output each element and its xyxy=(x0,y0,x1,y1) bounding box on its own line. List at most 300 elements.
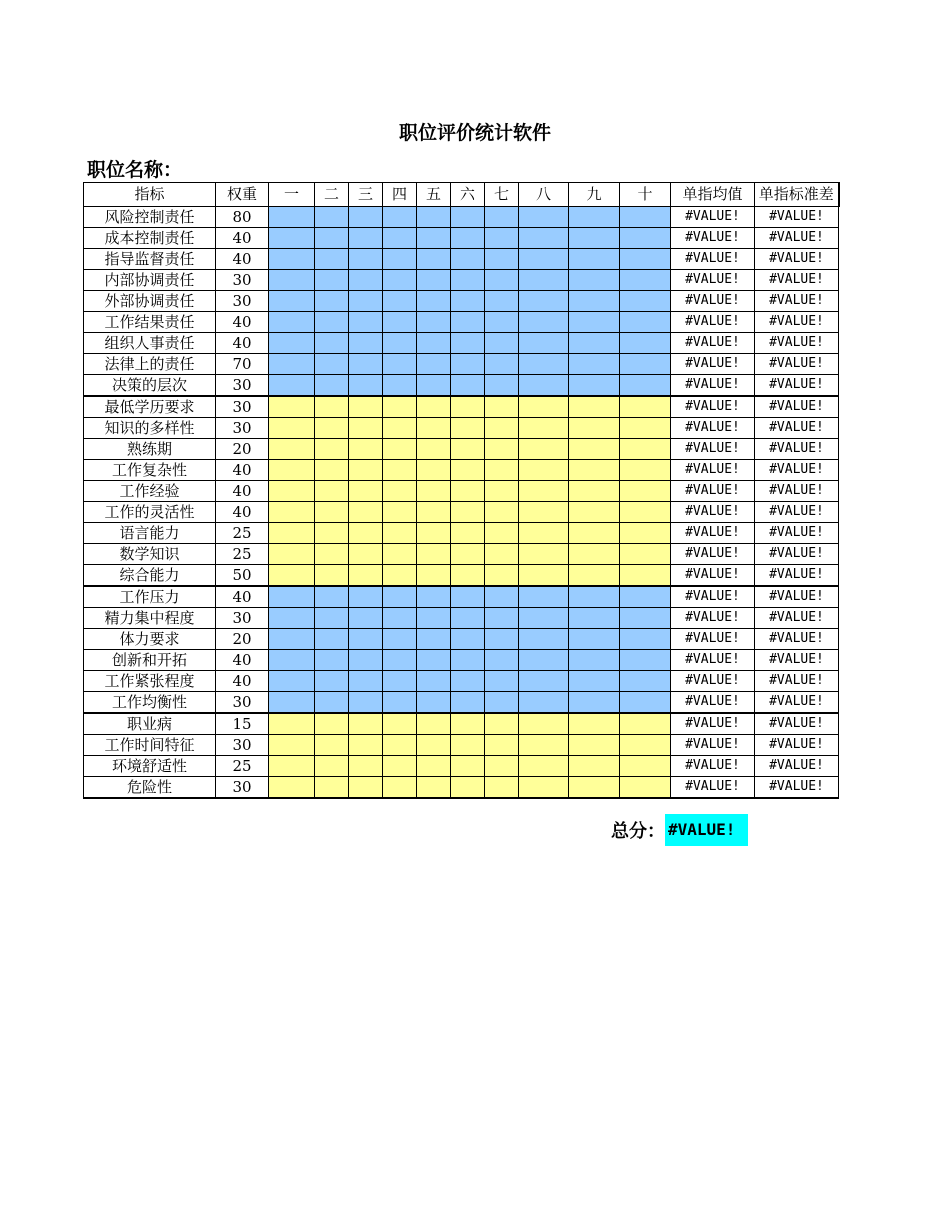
score-input-cell[interactable] xyxy=(620,481,671,502)
score-input-cell[interactable] xyxy=(383,312,417,333)
score-input-cell[interactable] xyxy=(383,608,417,629)
score-input-cell[interactable] xyxy=(269,502,315,523)
score-input-cell[interactable] xyxy=(417,249,451,270)
score-input-cell[interactable] xyxy=(349,249,383,270)
score-input-cell[interactable] xyxy=(620,249,671,270)
score-input-cell[interactable] xyxy=(315,481,349,502)
score-input-cell[interactable] xyxy=(519,418,569,439)
score-input-cell[interactable] xyxy=(417,291,451,312)
score-input-cell[interactable] xyxy=(417,671,451,692)
score-input-cell[interactable] xyxy=(349,502,383,523)
score-input-cell[interactable] xyxy=(519,713,569,735)
evaluation-table xyxy=(83,182,840,799)
score-input-cell[interactable] xyxy=(620,396,671,418)
score-input-cell[interactable] xyxy=(569,565,620,587)
score-input-cell[interactable] xyxy=(269,735,315,756)
score-input-cell[interactable] xyxy=(383,692,417,714)
score-input-cell[interactable] xyxy=(451,270,485,291)
score-input-cell[interactable] xyxy=(451,586,485,608)
score-input-cell[interactable] xyxy=(519,207,569,228)
score-input-cell[interactable] xyxy=(620,291,671,312)
score-input-cell[interactable] xyxy=(383,249,417,270)
score-input-cell[interactable] xyxy=(451,396,485,418)
indicator-name: 组织人事责任 xyxy=(84,333,216,354)
score-input-cell[interactable] xyxy=(269,713,315,735)
score-input-cell[interactable] xyxy=(417,713,451,735)
table-body xyxy=(84,207,839,799)
score-input-cell[interactable] xyxy=(315,460,349,481)
score-input-cell[interactable] xyxy=(451,249,485,270)
score-input-cell[interactable] xyxy=(519,523,569,544)
score-input-cell[interactable] xyxy=(315,439,349,460)
score-input-cell[interactable] xyxy=(417,270,451,291)
score-input-cell[interactable] xyxy=(519,650,569,671)
score-input-cell[interactable] xyxy=(569,270,620,291)
score-input-cell[interactable] xyxy=(383,291,417,312)
score-input-cell[interactable] xyxy=(315,333,349,354)
score-input-cell[interactable] xyxy=(519,375,569,397)
score-input-cell[interactable] xyxy=(269,312,315,333)
score-input-cell[interactable] xyxy=(569,375,620,397)
indicator-name: 熟练期 xyxy=(84,439,216,460)
score-input-cell[interactable] xyxy=(417,207,451,228)
score-input-cell[interactable] xyxy=(315,270,349,291)
score-input-cell[interactable] xyxy=(349,333,383,354)
score-input-cell[interactable] xyxy=(519,565,569,587)
score-input-cell[interactable] xyxy=(485,544,519,565)
score-input-cell[interactable] xyxy=(569,312,620,333)
score-input-cell[interactable] xyxy=(383,629,417,650)
score-input-cell[interactable] xyxy=(620,650,671,671)
score-input-cell[interactable] xyxy=(620,671,671,692)
score-input-cell[interactable] xyxy=(315,544,349,565)
score-input-cell[interactable] xyxy=(569,207,620,228)
score-input-cell[interactable] xyxy=(451,375,485,397)
score-input-cell[interactable] xyxy=(349,586,383,608)
indicator-name: 精力集中程度 xyxy=(84,608,216,629)
score-input-cell[interactable] xyxy=(569,650,620,671)
score-input-cell[interactable] xyxy=(519,735,569,756)
score-input-cell[interactable] xyxy=(417,502,451,523)
score-input-cell[interactable] xyxy=(485,270,519,291)
score-input-cell[interactable] xyxy=(269,333,315,354)
score-input-cell[interactable] xyxy=(315,713,349,735)
score-input-cell[interactable] xyxy=(417,629,451,650)
score-input-cell[interactable] xyxy=(620,544,671,565)
score-input-cell[interactable] xyxy=(485,565,519,587)
score-input-cell[interactable] xyxy=(383,523,417,544)
score-input-cell[interactable] xyxy=(349,228,383,249)
score-input-cell[interactable] xyxy=(349,523,383,544)
score-input-cell[interactable] xyxy=(485,333,519,354)
score-input-cell[interactable] xyxy=(451,333,485,354)
score-input-cell[interactable] xyxy=(417,586,451,608)
score-input-cell[interactable] xyxy=(383,333,417,354)
weight-cell: 25 xyxy=(216,544,269,565)
score-input-cell[interactable] xyxy=(569,228,620,249)
score-input-cell[interactable] xyxy=(451,692,485,714)
score-input-cell[interactable] xyxy=(485,207,519,228)
score-input-cell[interactable] xyxy=(383,650,417,671)
score-input-cell[interactable] xyxy=(315,777,349,799)
score-input-cell[interactable] xyxy=(269,756,315,777)
score-input-cell[interactable] xyxy=(269,565,315,587)
score-input-cell[interactable] xyxy=(519,544,569,565)
score-input-cell[interactable] xyxy=(383,713,417,735)
score-input-cell[interactable] xyxy=(349,312,383,333)
score-input-cell[interactable] xyxy=(417,565,451,587)
score-input-cell[interactable] xyxy=(349,692,383,714)
score-input-cell[interactable] xyxy=(383,671,417,692)
score-input-cell[interactable] xyxy=(269,586,315,608)
score-input-cell[interactable] xyxy=(519,228,569,249)
score-input-cell[interactable] xyxy=(620,713,671,735)
score-input-cell[interactable] xyxy=(417,460,451,481)
score-input-cell[interactable] xyxy=(417,777,451,799)
score-input-cell[interactable] xyxy=(569,523,620,544)
score-input-cell[interactable] xyxy=(519,756,569,777)
score-input-cell[interactable] xyxy=(383,777,417,799)
score-input-cell[interactable] xyxy=(417,735,451,756)
score-input-cell[interactable] xyxy=(451,671,485,692)
score-input-cell[interactable] xyxy=(569,692,620,714)
score-input-cell[interactable] xyxy=(383,418,417,439)
score-input-cell[interactable] xyxy=(383,396,417,418)
score-input-cell[interactable] xyxy=(269,460,315,481)
score-input-cell[interactable] xyxy=(569,418,620,439)
score-input-cell[interactable] xyxy=(269,650,315,671)
score-input-cell[interactable] xyxy=(569,544,620,565)
score-input-cell[interactable] xyxy=(485,460,519,481)
score-input-cell[interactable] xyxy=(485,629,519,650)
score-input-cell[interactable] xyxy=(569,439,620,460)
score-input-cell[interactable] xyxy=(383,735,417,756)
score-input-cell[interactable] xyxy=(485,735,519,756)
score-input-cell[interactable] xyxy=(451,650,485,671)
score-input-cell[interactable] xyxy=(417,544,451,565)
score-input-cell[interactable] xyxy=(349,671,383,692)
score-input-cell[interactable] xyxy=(315,608,349,629)
score-input-cell[interactable] xyxy=(417,608,451,629)
score-input-cell[interactable] xyxy=(269,396,315,418)
score-input-cell[interactable] xyxy=(569,608,620,629)
score-input-cell[interactable] xyxy=(620,270,671,291)
score-input-cell[interactable] xyxy=(383,375,417,397)
score-input-cell[interactable] xyxy=(269,692,315,714)
score-input-cell[interactable] xyxy=(620,207,671,228)
score-input-cell[interactable] xyxy=(620,608,671,629)
score-input-cell[interactable] xyxy=(349,481,383,502)
score-input-cell[interactable] xyxy=(269,671,315,692)
stdev-cell: #VALUE! xyxy=(755,713,839,735)
score-input-cell[interactable] xyxy=(620,565,671,587)
score-input-cell[interactable] xyxy=(485,608,519,629)
indicator-name: 危险性 xyxy=(84,777,216,799)
score-input-cell[interactable] xyxy=(451,523,485,544)
mean-cell: #VALUE! xyxy=(671,333,755,354)
score-input-cell[interactable] xyxy=(485,439,519,460)
score-input-cell[interactable] xyxy=(569,333,620,354)
score-input-cell[interactable] xyxy=(485,713,519,735)
score-input-cell[interactable] xyxy=(269,291,315,312)
total-label: 总分： xyxy=(611,821,665,842)
score-input-cell[interactable] xyxy=(349,270,383,291)
score-input-cell[interactable] xyxy=(315,692,349,714)
score-input-cell[interactable] xyxy=(485,228,519,249)
score-input-cell[interactable] xyxy=(519,249,569,270)
score-input-cell[interactable] xyxy=(451,608,485,629)
score-input-cell[interactable] xyxy=(485,396,519,418)
score-input-cell[interactable] xyxy=(519,502,569,523)
score-input-cell[interactable] xyxy=(620,418,671,439)
score-input-cell[interactable] xyxy=(620,439,671,460)
score-input-cell[interactable] xyxy=(383,502,417,523)
score-input-cell[interactable] xyxy=(269,375,315,397)
score-input-cell[interactable] xyxy=(519,608,569,629)
score-input-cell[interactable] xyxy=(269,439,315,460)
score-input-cell[interactable] xyxy=(485,756,519,777)
score-input-cell[interactable] xyxy=(451,312,485,333)
score-input-cell[interactable] xyxy=(383,207,417,228)
score-input-cell[interactable] xyxy=(349,291,383,312)
score-input-cell[interactable] xyxy=(485,523,519,544)
score-input-cell[interactable] xyxy=(451,544,485,565)
score-input-cell[interactable] xyxy=(349,418,383,439)
score-input-cell[interactable] xyxy=(485,502,519,523)
score-input-cell[interactable] xyxy=(383,586,417,608)
score-input-cell[interactable] xyxy=(269,270,315,291)
score-input-cell[interactable] xyxy=(315,650,349,671)
score-input-cell[interactable] xyxy=(417,312,451,333)
score-input-cell[interactable] xyxy=(349,396,383,418)
score-input-cell[interactable] xyxy=(451,756,485,777)
score-input-cell[interactable] xyxy=(349,650,383,671)
score-input-cell[interactable] xyxy=(417,333,451,354)
score-input-cell[interactable] xyxy=(269,249,315,270)
score-input-cell[interactable] xyxy=(620,586,671,608)
score-input-cell[interactable] xyxy=(269,354,315,375)
score-input-cell[interactable] xyxy=(269,608,315,629)
score-input-cell[interactable] xyxy=(569,502,620,523)
score-input-cell[interactable] xyxy=(383,460,417,481)
score-input-cell[interactable] xyxy=(383,228,417,249)
score-input-cell[interactable] xyxy=(451,291,485,312)
score-input-cell[interactable] xyxy=(349,207,383,228)
score-input-cell[interactable] xyxy=(519,460,569,481)
indicator-name: 工作时间特征 xyxy=(84,735,216,756)
score-input-cell[interactable] xyxy=(269,481,315,502)
score-input-cell[interactable] xyxy=(417,396,451,418)
score-input-cell[interactable] xyxy=(620,354,671,375)
score-input-cell[interactable] xyxy=(315,207,349,228)
score-input-cell[interactable] xyxy=(315,756,349,777)
mean-cell: #VALUE! xyxy=(671,270,755,291)
score-input-cell[interactable] xyxy=(620,756,671,777)
score-input-cell[interactable] xyxy=(269,207,315,228)
score-input-cell[interactable] xyxy=(349,777,383,799)
score-input-cell[interactable] xyxy=(485,375,519,397)
score-input-cell[interactable] xyxy=(569,460,620,481)
weight-cell: 30 xyxy=(216,777,269,799)
score-input-cell[interactable] xyxy=(349,544,383,565)
score-input-cell[interactable] xyxy=(349,565,383,587)
score-input-cell[interactable] xyxy=(349,354,383,375)
score-input-cell[interactable] xyxy=(315,312,349,333)
score-input-cell[interactable] xyxy=(315,291,349,312)
score-input-cell[interactable] xyxy=(417,228,451,249)
score-input-cell[interactable] xyxy=(569,481,620,502)
score-input-cell[interactable] xyxy=(349,756,383,777)
score-input-cell[interactable] xyxy=(519,333,569,354)
score-input-cell[interactable] xyxy=(315,375,349,397)
score-input-cell[interactable] xyxy=(620,333,671,354)
score-input-cell[interactable] xyxy=(315,502,349,523)
score-input-cell[interactable] xyxy=(315,396,349,418)
score-input-cell[interactable] xyxy=(417,439,451,460)
score-input-cell[interactable] xyxy=(451,735,485,756)
score-input-cell[interactable] xyxy=(451,354,485,375)
score-input-cell[interactable] xyxy=(620,735,671,756)
score-input-cell[interactable] xyxy=(569,586,620,608)
score-input-cell[interactable] xyxy=(451,228,485,249)
score-input-cell[interactable] xyxy=(417,650,451,671)
score-input-cell[interactable] xyxy=(519,396,569,418)
score-input-cell[interactable] xyxy=(451,565,485,587)
score-input-cell[interactable] xyxy=(417,523,451,544)
score-input-cell[interactable] xyxy=(569,671,620,692)
score-input-cell[interactable] xyxy=(569,396,620,418)
score-input-cell[interactable] xyxy=(569,756,620,777)
score-input-cell[interactable] xyxy=(269,418,315,439)
table-row xyxy=(84,756,839,777)
score-input-cell[interactable] xyxy=(519,439,569,460)
score-input-cell[interactable] xyxy=(417,375,451,397)
score-input-cell[interactable] xyxy=(485,354,519,375)
score-input-cell[interactable] xyxy=(383,756,417,777)
score-input-cell[interactable] xyxy=(485,671,519,692)
score-input-cell[interactable] xyxy=(269,544,315,565)
score-input-cell[interactable] xyxy=(569,713,620,735)
score-input-cell[interactable] xyxy=(315,354,349,375)
score-input-cell[interactable] xyxy=(451,629,485,650)
score-input-cell[interactable] xyxy=(383,544,417,565)
score-input-cell[interactable] xyxy=(315,586,349,608)
score-input-cell[interactable] xyxy=(519,270,569,291)
score-input-cell[interactable] xyxy=(519,692,569,714)
score-input-cell[interactable] xyxy=(620,228,671,249)
score-input-cell[interactable] xyxy=(485,586,519,608)
score-input-cell[interactable] xyxy=(451,418,485,439)
score-input-cell[interactable] xyxy=(315,418,349,439)
score-input-cell[interactable] xyxy=(451,207,485,228)
score-input-cell[interactable] xyxy=(485,291,519,312)
indicator-name: 指导监督责任 xyxy=(84,249,216,270)
table-row xyxy=(84,312,839,333)
score-input-cell[interactable] xyxy=(620,523,671,544)
score-input-cell[interactable] xyxy=(269,629,315,650)
score-input-cell[interactable] xyxy=(349,735,383,756)
score-input-cell[interactable] xyxy=(315,228,349,249)
score-input-cell[interactable] xyxy=(383,439,417,460)
score-input-cell[interactable] xyxy=(620,312,671,333)
score-input-cell[interactable] xyxy=(519,354,569,375)
score-input-cell[interactable] xyxy=(620,692,671,714)
score-input-cell[interactable] xyxy=(519,777,569,799)
score-input-cell[interactable] xyxy=(451,439,485,460)
score-input-cell[interactable] xyxy=(451,502,485,523)
score-input-cell[interactable] xyxy=(519,586,569,608)
score-input-cell[interactable] xyxy=(569,629,620,650)
score-input-cell[interactable] xyxy=(485,650,519,671)
score-input-cell[interactable] xyxy=(315,523,349,544)
score-input-cell[interactable] xyxy=(451,713,485,735)
score-input-cell[interactable] xyxy=(349,439,383,460)
score-input-cell[interactable] xyxy=(349,629,383,650)
score-input-cell[interactable] xyxy=(485,418,519,439)
score-input-cell[interactable] xyxy=(485,312,519,333)
score-input-cell[interactable] xyxy=(315,671,349,692)
score-input-cell[interactable] xyxy=(269,523,315,544)
weight-cell: 40 xyxy=(216,249,269,270)
score-input-cell[interactable] xyxy=(485,692,519,714)
score-input-cell[interactable] xyxy=(417,418,451,439)
score-input-cell[interactable] xyxy=(349,713,383,735)
score-input-cell[interactable] xyxy=(620,375,671,397)
score-input-cell[interactable] xyxy=(315,249,349,270)
score-input-cell[interactable] xyxy=(269,228,315,249)
score-input-cell[interactable] xyxy=(383,270,417,291)
score-input-cell[interactable] xyxy=(620,460,671,481)
score-input-cell[interactable] xyxy=(383,481,417,502)
score-input-cell[interactable] xyxy=(569,354,620,375)
score-input-cell[interactable] xyxy=(485,481,519,502)
score-input-cell[interactable] xyxy=(519,312,569,333)
score-input-cell[interactable] xyxy=(349,375,383,397)
score-input-cell[interactable] xyxy=(485,777,519,799)
score-input-cell[interactable] xyxy=(569,291,620,312)
score-input-cell[interactable] xyxy=(451,481,485,502)
score-input-cell[interactable] xyxy=(569,249,620,270)
score-input-cell[interactable] xyxy=(519,481,569,502)
indicator-name: 工作压力 xyxy=(84,586,216,608)
score-input-cell[interactable] xyxy=(569,735,620,756)
score-input-cell[interactable] xyxy=(349,608,383,629)
score-input-cell[interactable] xyxy=(417,692,451,714)
score-input-cell[interactable] xyxy=(519,671,569,692)
score-input-cell[interactable] xyxy=(315,565,349,587)
score-input-cell[interactable] xyxy=(315,735,349,756)
score-input-cell[interactable] xyxy=(485,249,519,270)
score-input-cell[interactable] xyxy=(569,777,620,799)
score-input-cell[interactable] xyxy=(620,502,671,523)
score-input-cell[interactable] xyxy=(620,629,671,650)
score-input-cell[interactable] xyxy=(383,354,417,375)
table-row xyxy=(84,333,839,354)
score-input-cell[interactable] xyxy=(315,629,349,650)
score-input-cell[interactable] xyxy=(417,756,451,777)
indicator-header: 指标 xyxy=(84,183,216,207)
score-input-cell[interactable] xyxy=(620,777,671,799)
score-input-cell[interactable] xyxy=(269,777,315,799)
score-input-cell[interactable] xyxy=(383,565,417,587)
score-input-cell[interactable] xyxy=(519,291,569,312)
score-input-cell[interactable] xyxy=(451,460,485,481)
score-input-cell[interactable] xyxy=(519,629,569,650)
score-input-cell[interactable] xyxy=(349,460,383,481)
score-input-cell[interactable] xyxy=(417,481,451,502)
score-input-cell[interactable] xyxy=(451,777,485,799)
score-input-cell[interactable] xyxy=(417,354,451,375)
